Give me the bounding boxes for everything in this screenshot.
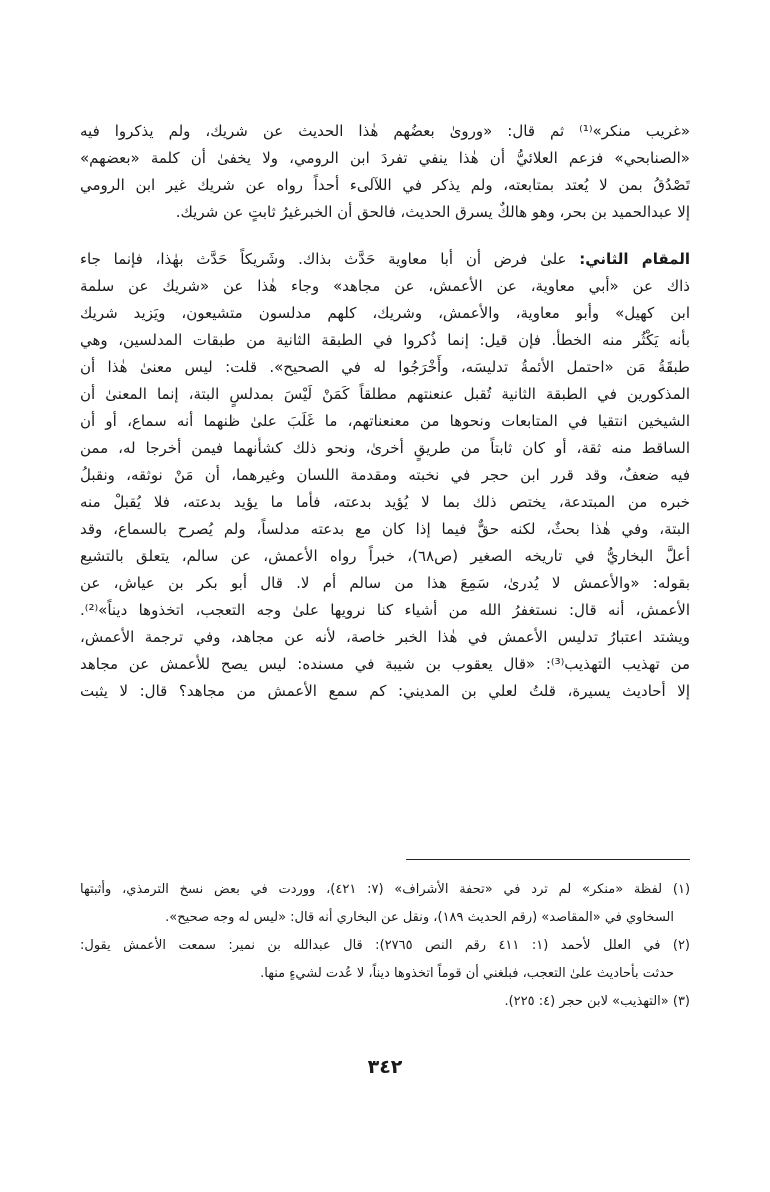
text-line: ويشتد اعتبارُ تدليس الأعمش في هٰذا الخبر خاصة، لأنه عن مجاهد، وفي ترجمة الأعمش، — [80, 628, 690, 646]
text-line: الأعمش، أنه قال: نستغفرُ الله من أشياء كنا نرويها علىٰ وجه التعجب، اتخذوها ديناً»⁽²⁾. — [80, 601, 690, 619]
text-line: إلا عبدالحميد بن بحر، وهو هالكٌ يسرق الحديث، فالحق أن الخبرغيرُ ثابتٍ عن شريك. — [175, 203, 690, 221]
footnote-3 — [80, 988, 690, 1016]
text-line: ابن كهيل» وأبو معاوية، والأعمش، وشريك، كلهم مدلسون متشيعون، ويَزيد شريك — [80, 304, 690, 322]
page-number: ٣٤٢ — [367, 1056, 403, 1078]
main-text — [80, 118, 690, 705]
footnotes — [80, 876, 690, 1016]
footnote-line: (٣) «التهذيب» لابن حجر (٤: ٢٢٥). — [504, 994, 690, 1009]
footnote-line: (١) لفظة «منكر» لم ترد في «تحفة الأشراف» (٧: ٤٢١)، ووردت في بعض نسخ الترمذي، وأثبتها — [80, 882, 690, 897]
text-line: بقوله: «والأعمش لا يُدرىٰ، سَمِعَ هذا من سالم أم لا. قال أبو بكر بن عياش، عن — [80, 574, 690, 592]
text-line: «الصنابحي» فزعم العلائيُّ أن هٰذا ينفي تفردَ ابن الرومي، ولا يخفىٰ أن كلمة «بعضهم» — [80, 149, 690, 167]
footnote-2 — [80, 932, 690, 988]
text-line: ذاك عن «أبي معاوية، عن الأعمش، عن مجاهد» وجاء هٰذا عن «شريك عن سلمة — [80, 277, 690, 295]
footnote-separator — [406, 859, 690, 860]
footnote-line: السخاوي في «المقاصد» (رقم الحديث ١٨٩)، ونقل عن البخاري أنه قال: «ليس له وجه صحيح». — [165, 910, 674, 925]
text-line: فيه ضعفٌ، وقد قرر ابن حجر في نخبته ومقدمة اللسان وغيرهما، أن مَنْ نوثقه، ونقبلُ — [80, 466, 690, 484]
text-line: الساقط منه ثقة، أو كان ثابتاً من طريقٍ أخرىٰ، ونحو ذلك كشأنهما فيمن أخرجا له، ممن — [80, 439, 690, 457]
section-heading: المقام الثاني: — [579, 250, 690, 268]
text-line: أعلَّ البخاريُّ في تاريخه الصغير (ص٦٨)، خبراً رواه الأعمش، عن سالم، يتعلق بالتشيع — [80, 547, 690, 565]
footnote-line: حدثت بأحاديث علىٰ التعجب، فبلغني أن قوماً اتخذوها ديناً، لا عُدت لشيءٍ منها. — [260, 966, 674, 981]
text-line: خبره من المبتدعة، يختص ذلك بما لا يُؤيد بدعته، فأما ما يؤيد بدعته، فلا يُقبلْ منه — [80, 493, 690, 511]
text-line: البتة، وفي هٰذا بحثٌ، لكنه حقٌّ فيما إذا كان مع بدعته مدلساً، ولم يُصرح بالسماع، وقد — [80, 520, 690, 538]
text-line: المذكورين في الطبقة الثانية تُقبل عنعنتهم مطلقاً كَمَنْ لَيْسَ بمدلسٍ البتة، إنما المعنىٰ أن — [80, 385, 690, 403]
text-line: الشيخين انتقيا في المتابعات ونحوها من معنعناتهم، ما غَلَبَ علىٰ ظنهما أنه سماع، أو أن — [80, 412, 690, 430]
text-line: إلا أحاديث يسيرة، قلتُ لعلي بن المديني: كم سمع الأعمش من مجاهد؟ قال: لا يثبت — [80, 682, 690, 700]
text-line: «غريب منكر»⁽¹⁾ ثم قال: «وروىٰ بعضُهم هٰذا الحديث عن شريك، ولم يذكروا فيه — [80, 122, 690, 140]
footnote-line: (٢) في العلل لأحمد (١: ٤١١ رقم النص ٢٧٦٥): قال عبدالله بن نمير: سمعت الأعمش يقول: — [80, 938, 690, 953]
footnote-1 — [80, 876, 690, 932]
paragraph-gap — [80, 226, 690, 246]
text-line: من تهذيب التهذيب⁽³⁾: «قال يعقوب بن شيبة في مسنده: ليس يصح للأعمش عن مجاهد — [80, 655, 690, 673]
text-line: بأنه يَكْثُر منه الخطأ. فإن قيل: إنما ذُكروا في الطبقة الثانية من طبقات المدلسين، وهي — [80, 331, 690, 349]
text-line: طبقَةُ مَن «احتمل الأئمةُ تدليسَه، وأَخْرَجُوا له في الصحيح». قلت: ليس معنىٰ هٰذا أن — [80, 358, 690, 376]
text-line: تَصْدُقُ بمن لا يُعتد بمتابعته، ولم يذكر في اللآلىء أحداً رواه عن شريك غير ابن الرومي — [80, 176, 690, 194]
text-line-rest: علىٰ فرض أن أبا معاوية حَدَّث بذاك. وشَريكاً حَدَّث بهٰذا، فإنما جاء — [80, 250, 580, 268]
text-line — [80, 246, 690, 273]
